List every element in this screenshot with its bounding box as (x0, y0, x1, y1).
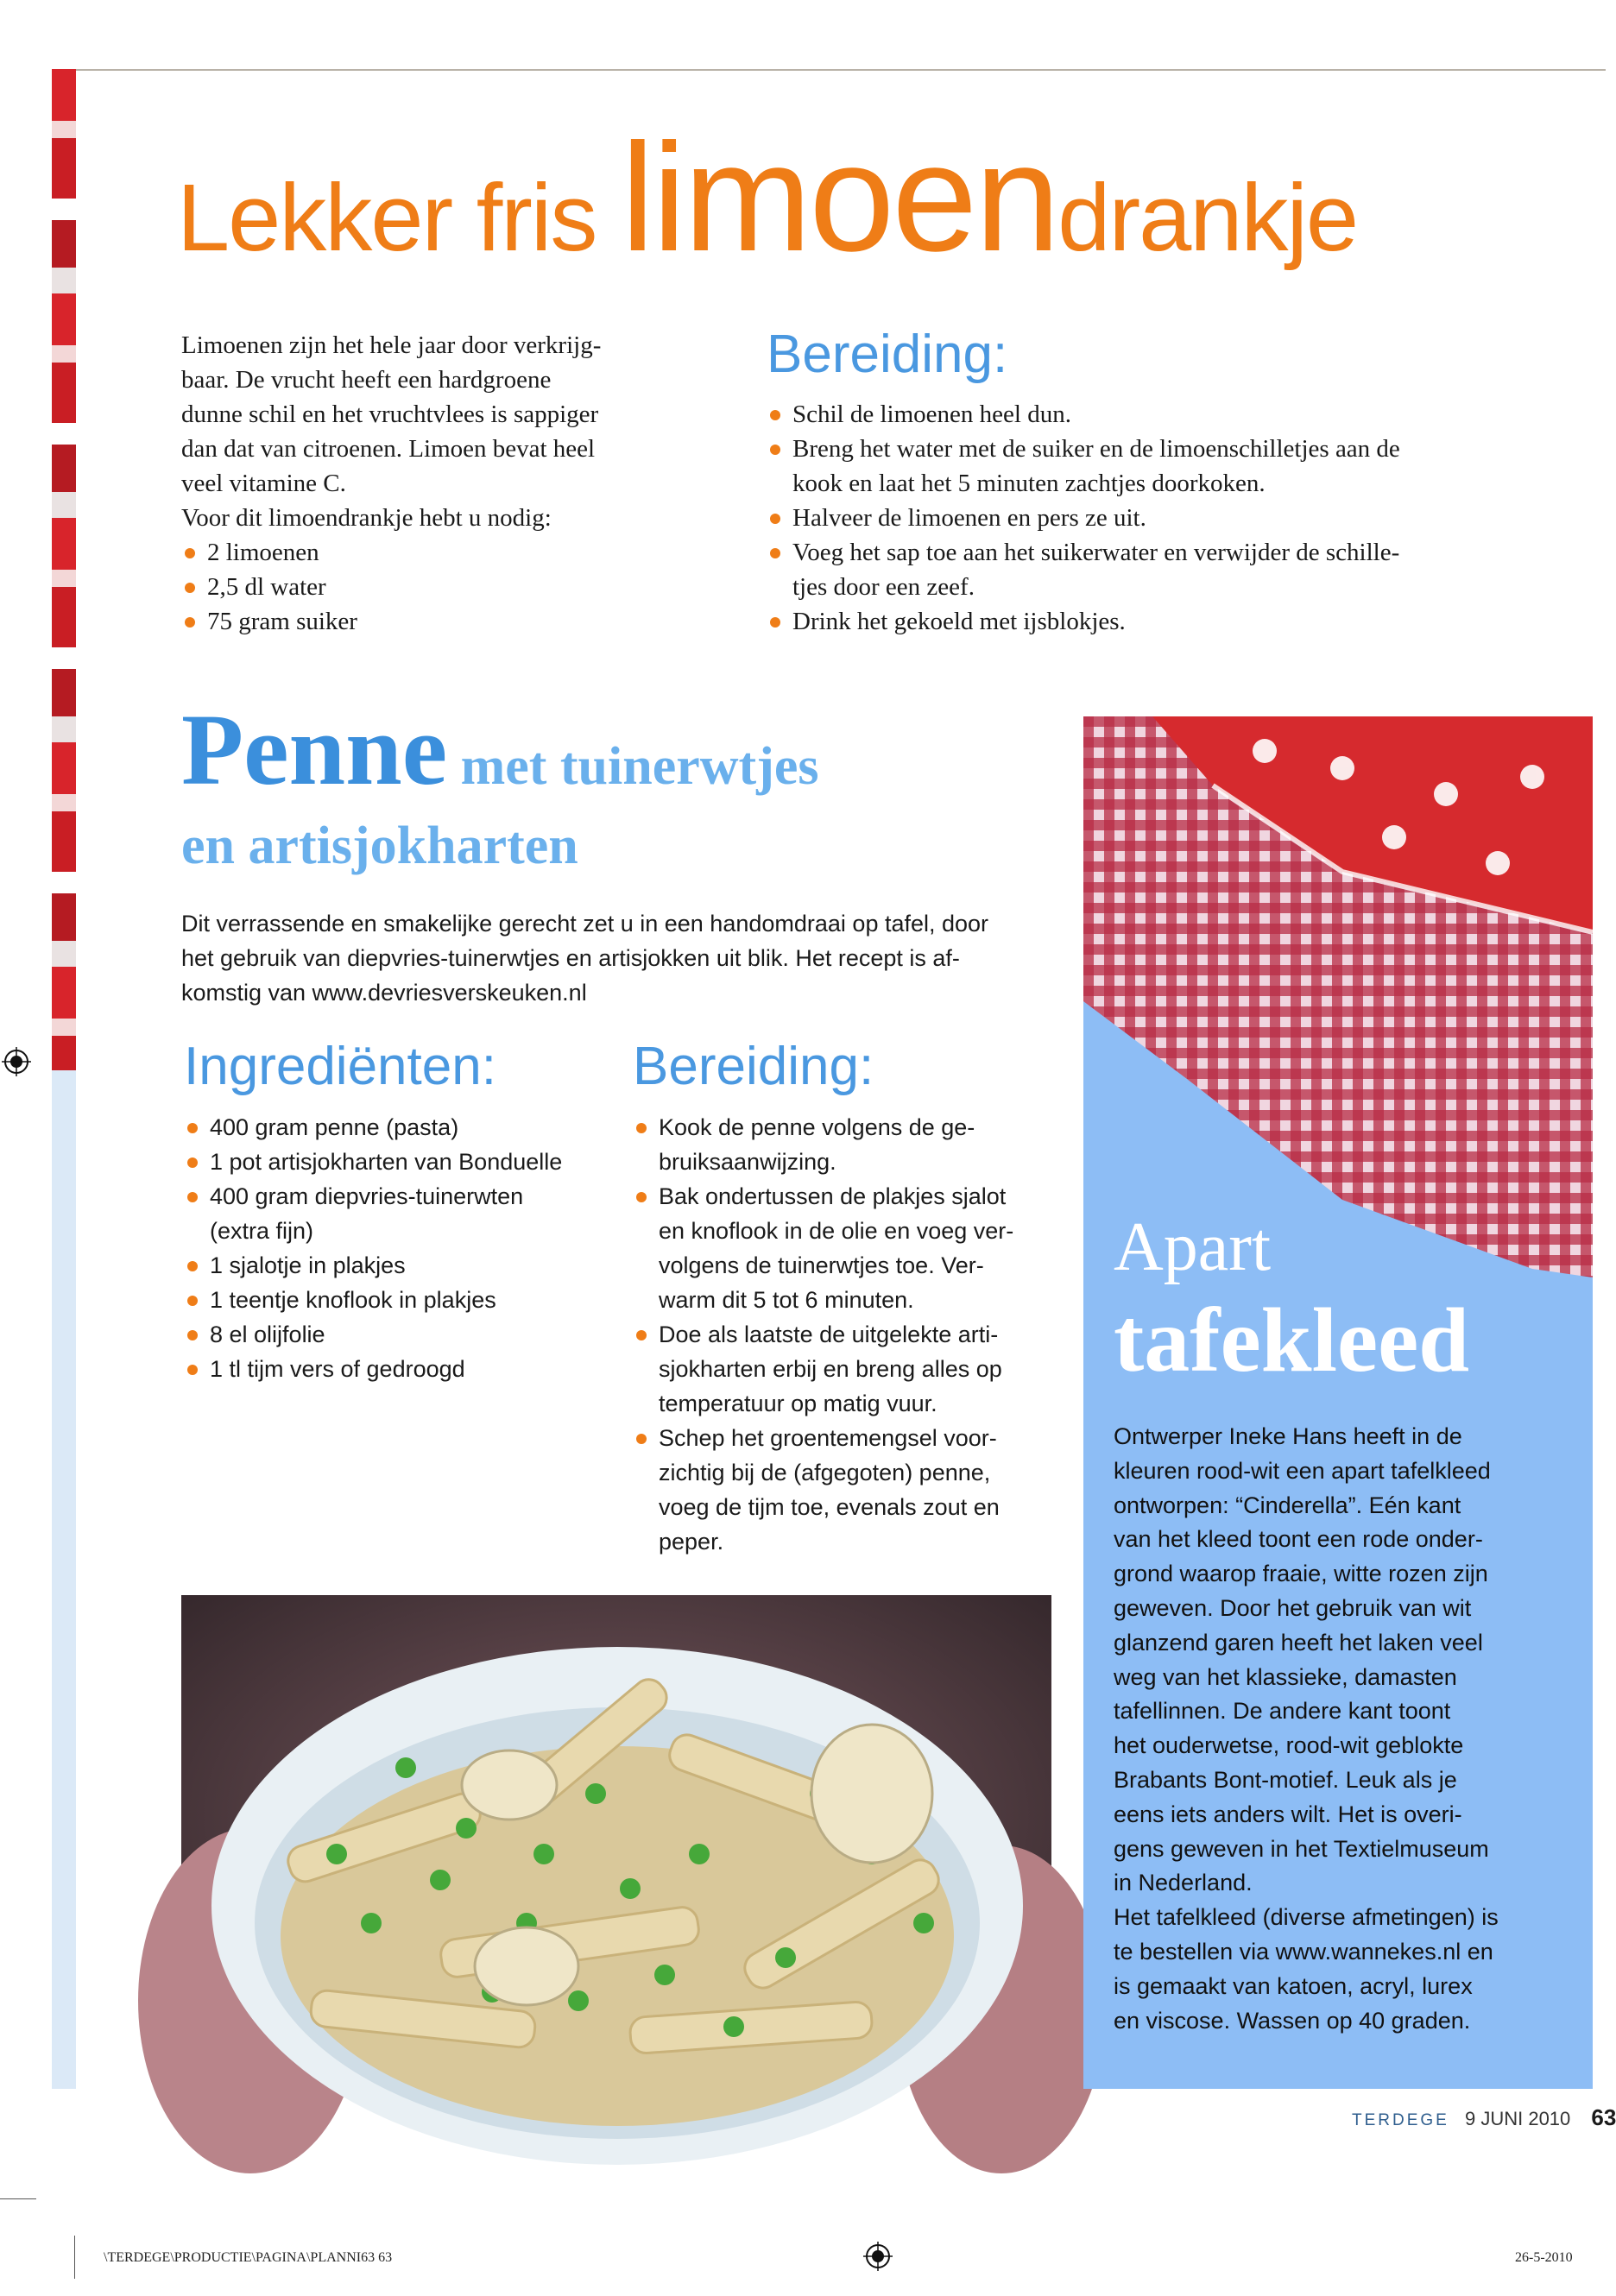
text-line: ontworpen: “Cinderella”. Eén kant (1114, 1492, 1461, 1518)
tablecloth-photo (1083, 716, 1593, 1277)
step-line: peper. (659, 1529, 724, 1555)
limoen-title (177, 111, 1358, 283)
list-item: 2 limoenen (181, 535, 699, 570)
list-item (633, 1317, 1064, 1421)
penne-title-big: Penne (181, 693, 448, 806)
penne-intro (181, 906, 1062, 1010)
step-line: Kook de penne volgens de ge- (659, 1114, 975, 1140)
list-item (633, 1179, 1064, 1317)
list-item (184, 1145, 615, 1179)
apart-title: Apart (1114, 1209, 1272, 1285)
step-line: Bak ondertussen de plakjes sjalot (659, 1183, 1007, 1209)
step-line: sjokharten erbij en breng alles op (659, 1356, 1002, 1382)
list-item (184, 1283, 615, 1317)
text-line: van het kleed toont een rode onder- (1114, 1526, 1483, 1553)
step-line: Halveer de limoenen en pers ze uit. (792, 504, 1146, 532)
text-line: geweven. Door het gebruik van wit (1114, 1594, 1472, 1621)
penne-bereiding-heading: Bereiding: (633, 1037, 874, 1096)
limoen-bereiding-heading: Bereiding: (767, 325, 1008, 384)
text-line: te bestellen via www.wannekes.nl en (1114, 1938, 1493, 1965)
list-item (767, 535, 1518, 604)
list-item (767, 604, 1518, 639)
step-line: Schil de limoenen heel dun. (792, 401, 1071, 428)
ingredient-line: 1 pot artisjokharten van Bonduelle (210, 1149, 563, 1175)
step-line: voeg de tijm toe, evenals zout en (659, 1494, 1000, 1520)
intro-line: Dit verrassende en smakelijke gerecht zet u in een handomdraai op tafel, door (181, 911, 989, 937)
limoen-intro (181, 328, 699, 639)
step-line: Voeg het sap toe aan het suikerwater en verwijder de schille- (792, 539, 1400, 566)
text-line: glanzend garen heeft het laken veel (1114, 1629, 1483, 1656)
penne-ingredients (184, 1110, 615, 1386)
intro-line: baar. De vrucht heeft een hardgroene (181, 366, 552, 394)
text-line: Brabants Bont-motief. Leuk als je (1114, 1766, 1457, 1793)
text-line: in Nederland. (1114, 1870, 1253, 1896)
intro-line: dunne schil en het vruchtvlees is sappiger (181, 401, 599, 428)
step-line: tjes door een zeef. (792, 573, 975, 601)
list-item (767, 501, 1518, 535)
text-line: eens iets anders wilt. Het is overi- (1114, 1801, 1462, 1827)
list-item: 75 gram suiker (181, 604, 699, 639)
tablecloth-edge-strip (52, 69, 76, 1070)
step-line: volgens de tuinerwtjes toe. Ver- (659, 1252, 984, 1278)
list-item (767, 397, 1518, 432)
limoen-steps (767, 397, 1518, 639)
intro-line: het gebruik van diepvries-tuinerwtjes en artisjokken uit blik. Het recept is af- (181, 945, 960, 971)
pasta-photo-image (181, 1595, 1051, 2085)
tablecloth-photo-image (1083, 716, 1593, 1277)
step-line: kook en laat het 5 minuten zachtjes doorkoken. (792, 470, 1266, 497)
intro-line: Voor dit limoendrankje hebt u nodig: (181, 504, 552, 532)
list-item (184, 1110, 615, 1145)
ingredient-line: 1 teentje knoflook in plakjes (210, 1287, 496, 1313)
text-line: weg van het klassieke, damasten (1114, 1663, 1457, 1690)
step-line: Drink het gekoeld met ijsblokjes. (792, 608, 1126, 635)
penne-title-small: met tuinerwtjes (447, 737, 819, 796)
slug-path: \TERDEGE\PRODUCTIE\PAGINA\PLANNI63 63 (104, 2250, 393, 2265)
step-line: Schep het groentemengsel voor- (659, 1425, 997, 1451)
registration-mark-icon (2, 1047, 31, 1076)
tafelkleed-text (1114, 1420, 1562, 2038)
text-line: het ouderwetse, rood-wit geblokte (1114, 1732, 1464, 1759)
title-part-2: limoen (620, 111, 1058, 283)
text-line: en viscose. Wassen op 40 graden. (1114, 2007, 1471, 2034)
penne-ingredients-heading: Ingrediënten: (184, 1037, 496, 1096)
intro-line: komstig van www.devriesverskeuken.nl (181, 980, 587, 1006)
tafelkleed-title: tafekleed (1114, 1290, 1470, 1391)
text-line: gens geweven in het Textielmuseum (1114, 1835, 1489, 1862)
step-line: en knoflook in de olie en voeg ver- (659, 1218, 1014, 1244)
list-item (633, 1421, 1064, 1559)
text-line: kleuren rood-wit een apart tafelkleed (1114, 1457, 1491, 1484)
page-footer (1352, 2104, 1616, 2131)
page-number: 63 (1591, 2104, 1616, 2130)
ingredient-line: 8 el olijfolie (210, 1321, 325, 1347)
limoen-ingredients-list (181, 535, 699, 639)
step-line: temperatuur op matig vuur. (659, 1391, 937, 1416)
step-line: bruiksaanwijzing. (659, 1149, 836, 1175)
step-line: Doe als laatste de uitgelekte arti- (659, 1321, 999, 1347)
text-line: tafellinnen. De andere kant toont (1114, 1698, 1451, 1725)
intro-line: veel vitamine C. (181, 470, 346, 497)
ingredient-line: 1 tl tijm vers of gedroogd (210, 1356, 465, 1382)
registration-mark-icon (863, 2242, 893, 2271)
crop-mark (74, 2236, 75, 2279)
list-item (184, 1352, 615, 1386)
ingredient-line: 400 gram penne (pasta) (210, 1114, 459, 1140)
list-item (633, 1110, 1064, 1179)
list-item (184, 1179, 615, 1248)
step-line: warm dit 5 tot 6 minuten. (659, 1287, 914, 1313)
text-line: Ontwerper Ineke Hans heeft in de (1114, 1423, 1462, 1449)
text-line: Het tafelkleed (diverse afmetingen) is (1114, 1904, 1499, 1931)
ingredient-line: 1 sjalotje in plakjes (210, 1252, 406, 1278)
text-line: is gemaakt van katoen, acryl, lurex (1114, 1972, 1473, 1999)
crop-mark (0, 2198, 36, 2199)
ingredient-line: (extra fijn) (210, 1218, 314, 1244)
title-part-1: Lekker fris (177, 165, 621, 271)
title-part-3: drankje (1057, 165, 1358, 271)
intro-line: Limoenen zijn het hele jaar door verkrijg- (181, 331, 602, 359)
list-item: 2,5 dl water (181, 570, 699, 604)
step-line: Breng het water met de suiker en de limoenschilletjes aan de (792, 435, 1400, 463)
list-item (184, 1248, 615, 1283)
intro-line: dan dat van citroenen. Limoen bevat heel (181, 435, 596, 463)
side-strip (52, 1070, 76, 2089)
slug-date: 26-5-2010 (1515, 2250, 1573, 2265)
ingredient-line: 400 gram diepvries-tuinerwten (210, 1183, 524, 1209)
step-line: zichtig bij de (afgegoten) penne, (659, 1460, 991, 1485)
text-line: grond waarop fraaie, witte rozen zijn (1114, 1561, 1488, 1587)
penne-title-line2: en artisjokharten (181, 817, 578, 875)
list-item (767, 432, 1518, 501)
magazine-name: TERDEGE (1352, 2111, 1449, 2129)
list-item (184, 1317, 615, 1352)
pasta-photo (181, 1595, 1051, 2085)
penne-steps (633, 1110, 1064, 1559)
penne-title (181, 693, 819, 806)
issue-date: 9 JUNI 2010 (1464, 2108, 1571, 2129)
